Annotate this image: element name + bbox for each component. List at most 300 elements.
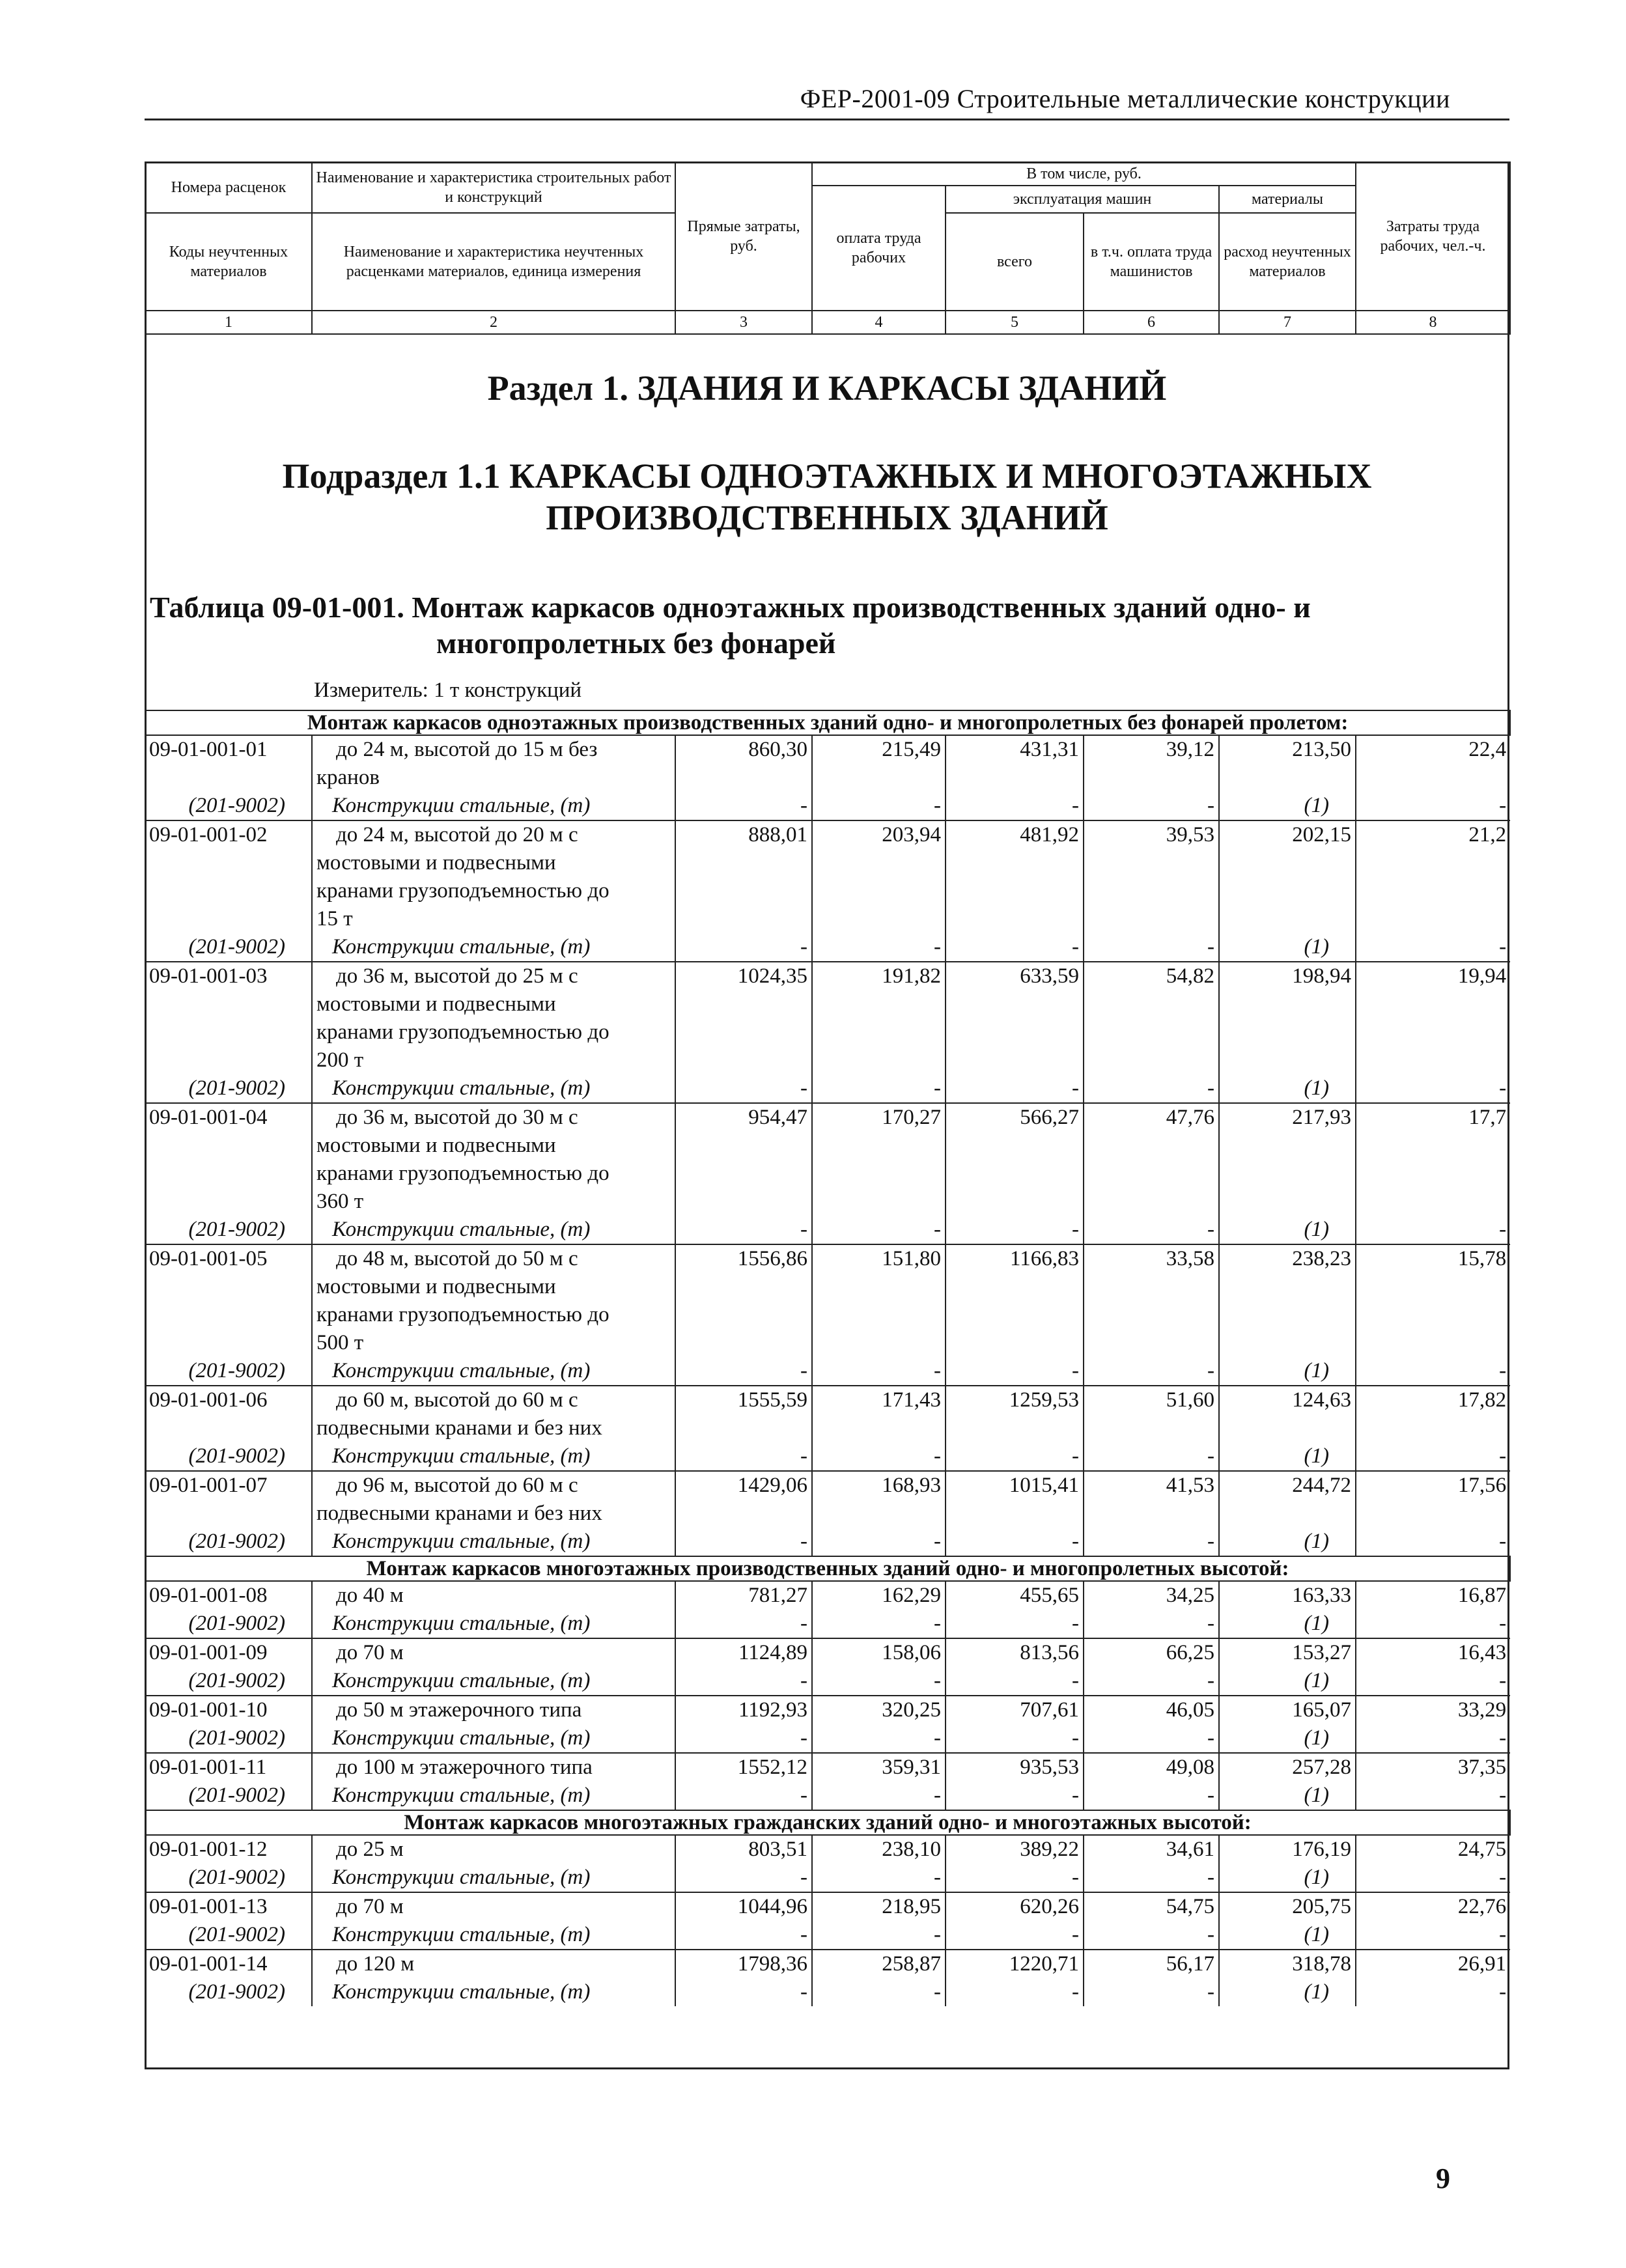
dash: - bbox=[946, 1921, 1084, 1950]
rate-row bbox=[145, 735, 1510, 792]
value-v5: 620,26 bbox=[946, 1892, 1084, 1921]
dash: - bbox=[1356, 1978, 1510, 2006]
value-v3: 1044,96 bbox=[675, 1892, 812, 1921]
value-v5: 455,65 bbox=[946, 1581, 1084, 1610]
value-v4: 258,87 bbox=[812, 1950, 946, 1978]
value-v7: 153,27 bbox=[1219, 1638, 1356, 1667]
value-v7: 257,28 bbox=[1219, 1753, 1356, 1782]
value-v3: 1555,59 bbox=[675, 1386, 812, 1442]
material-name: Конструкции стальные, (т) bbox=[312, 1442, 675, 1471]
rate-code: 09-01-001-05 bbox=[145, 1244, 312, 1357]
material-name: Конструкции стальные, (т) bbox=[312, 1610, 675, 1638]
value-v7: 213,50 bbox=[1219, 735, 1356, 792]
rate-description-line: 500 т bbox=[316, 1331, 364, 1354]
dash: - bbox=[812, 1667, 946, 1696]
table-title bbox=[150, 589, 1504, 661]
dash: - bbox=[812, 1216, 946, 1244]
dash: - bbox=[946, 1442, 1084, 1471]
value-v6: 54,82 bbox=[1084, 962, 1219, 1074]
material-qty: (1) bbox=[1219, 1357, 1356, 1386]
value-v5: 935,53 bbox=[946, 1753, 1084, 1782]
rate-description-line: кранами грузоподъемностью до bbox=[316, 1162, 610, 1185]
value-v3: 954,47 bbox=[675, 1103, 812, 1216]
col-num: 1 bbox=[145, 311, 312, 334]
material-qty: (1) bbox=[1219, 1921, 1356, 1950]
rate-code: 09-01-001-07 bbox=[145, 1471, 312, 1528]
value-v4: 171,43 bbox=[812, 1386, 946, 1442]
rate-code: 09-01-001-08 bbox=[145, 1581, 312, 1610]
resource-row bbox=[145, 1724, 1510, 1753]
value-v3: 1124,89 bbox=[675, 1638, 812, 1667]
material-code: (201-9002) bbox=[188, 1923, 285, 1946]
rate-code: 09-01-001-02 bbox=[145, 820, 312, 933]
value-v6: 33,58 bbox=[1084, 1244, 1219, 1357]
rate-code: 09-01-001-14 bbox=[145, 1950, 312, 1978]
value-v8: 17,56 bbox=[1356, 1471, 1510, 1528]
value-v6: 49,08 bbox=[1084, 1753, 1219, 1782]
resource-row bbox=[145, 1978, 1510, 2006]
value-v5: 633,59 bbox=[946, 962, 1084, 1074]
dash: - bbox=[812, 1528, 946, 1556]
rate-description bbox=[312, 820, 675, 933]
dash: - bbox=[1356, 1528, 1510, 1556]
value-v7: 217,93 bbox=[1219, 1103, 1356, 1216]
dash: - bbox=[675, 1864, 812, 1892]
running-header: ФЕР-2001-09 Строительные металлические конструкции bbox=[800, 84, 1450, 113]
table-title-line2: многопролетных без фонарей bbox=[436, 626, 836, 660]
value-v3: 1556,86 bbox=[675, 1244, 812, 1357]
dash: - bbox=[1356, 1782, 1510, 1810]
rate-description-line: до 36 м, высотой до 25 м с bbox=[336, 964, 578, 988]
value-v5: 566,27 bbox=[946, 1103, 1084, 1216]
value-v4: 320,25 bbox=[812, 1696, 946, 1724]
dash: - bbox=[946, 1610, 1084, 1638]
material-code: (201-9002) bbox=[188, 1726, 285, 1750]
rate-description-line: до 100 м этажерочного типа bbox=[336, 1756, 593, 1779]
group-header-row bbox=[145, 1556, 1510, 1581]
value-v5: 707,61 bbox=[946, 1696, 1084, 1724]
value-v8: 33,29 bbox=[1356, 1696, 1510, 1724]
resource-row bbox=[145, 1610, 1510, 1638]
material-qty: (1) bbox=[1219, 933, 1356, 962]
group-title: Монтаж каркасов одноэтажных производственных зданий одно- и многопролетных без фонарей пролетом: bbox=[145, 710, 1510, 735]
dash: - bbox=[812, 1978, 946, 2006]
value-v5: 1166,83 bbox=[946, 1244, 1084, 1357]
value-v4: 359,31 bbox=[812, 1753, 946, 1782]
value-v8: 16,43 bbox=[1356, 1638, 1510, 1667]
value-v8: 26,91 bbox=[1356, 1950, 1510, 1978]
dash: - bbox=[675, 1357, 812, 1386]
dash: - bbox=[946, 1724, 1084, 1753]
rate-description-line: 200 т bbox=[316, 1048, 364, 1072]
material-code: (201-9002) bbox=[188, 1612, 285, 1635]
value-v7: 318,78 bbox=[1219, 1950, 1356, 1978]
dash: - bbox=[812, 1782, 946, 1810]
rate-description-line: мостовыми и подвесными bbox=[316, 1275, 556, 1298]
dash: - bbox=[946, 933, 1084, 962]
dash: - bbox=[675, 933, 812, 962]
rate-description-line: 15 т bbox=[316, 907, 353, 931]
rate-description-line: до 25 м bbox=[336, 1838, 404, 1861]
hdr-machines-total: всего bbox=[946, 213, 1084, 311]
hdr-machinist-pay: в т.ч. оплата труда машинистов bbox=[1084, 213, 1219, 311]
rate-code: 09-01-001-03 bbox=[145, 962, 312, 1074]
dash: - bbox=[812, 1074, 946, 1103]
rate-description bbox=[312, 1103, 675, 1216]
rate-description-line: подвесными кранами и без них bbox=[316, 1416, 602, 1440]
col-num: 7 bbox=[1219, 311, 1356, 334]
value-v4: 191,82 bbox=[812, 962, 946, 1074]
hdr-work-name: Наименование и характеристика строительных работ и конструкций bbox=[312, 162, 675, 213]
value-v3: 781,27 bbox=[675, 1581, 812, 1610]
value-v3: 1552,12 bbox=[675, 1753, 812, 1782]
rate-description bbox=[312, 1753, 675, 1782]
value-v6: 46,05 bbox=[1084, 1696, 1219, 1724]
value-v6: 41,53 bbox=[1084, 1471, 1219, 1528]
rate-row bbox=[145, 1753, 1510, 1782]
dash: - bbox=[812, 1864, 946, 1892]
dash: - bbox=[812, 1921, 946, 1950]
resource-row bbox=[145, 1216, 1510, 1244]
page-number: 9 bbox=[1436, 2163, 1450, 2194]
rate-description-line: до 24 м, высотой до 20 м с bbox=[336, 823, 578, 847]
value-v6: 34,61 bbox=[1084, 1835, 1219, 1864]
value-v6: 56,17 bbox=[1084, 1950, 1219, 1978]
dash: - bbox=[1084, 1921, 1219, 1950]
value-v7: 244,72 bbox=[1219, 1471, 1356, 1528]
dash: - bbox=[946, 1216, 1084, 1244]
value-v7: 176,19 bbox=[1219, 1835, 1356, 1864]
hdr-material-name: Наименование и характеристика неучтенных расценками материалов, единица измерения bbox=[312, 213, 675, 311]
dash: - bbox=[946, 1864, 1084, 1892]
rate-description bbox=[312, 1696, 675, 1724]
value-v5: 389,22 bbox=[946, 1835, 1084, 1864]
value-v7: 165,07 bbox=[1219, 1696, 1356, 1724]
value-v8: 37,35 bbox=[1356, 1753, 1510, 1782]
value-v5: 481,92 bbox=[946, 820, 1084, 933]
dash: - bbox=[946, 1978, 1084, 2006]
dash: - bbox=[946, 1528, 1084, 1556]
group-title: Монтаж каркасов многоэтажных производственных зданий одно- и многопролетных высотой: bbox=[145, 1556, 1510, 1581]
material-name: Конструкции стальные, (т) bbox=[312, 1724, 675, 1753]
value-v8: 24,75 bbox=[1356, 1835, 1510, 1864]
col-num: 8 bbox=[1356, 311, 1510, 334]
rate-description-line: до 120 м bbox=[336, 1952, 415, 1976]
material-qty: (1) bbox=[1219, 1667, 1356, 1696]
rate-code: 09-01-001-13 bbox=[145, 1892, 312, 1921]
subsection-title-line1: Подраздел 1.1 КАРКАСЫ ОДНОЭТАЖНЫХ И МНОГОЭТАЖНЫХ bbox=[282, 456, 1372, 496]
dash: - bbox=[675, 1782, 812, 1810]
dash: - bbox=[1084, 792, 1219, 820]
material-name: Конструкции стальные, (т) bbox=[312, 1782, 675, 1810]
value-v5: 1220,71 bbox=[946, 1950, 1084, 1978]
value-v3: 1798,36 bbox=[675, 1950, 812, 1978]
value-v4: 218,95 bbox=[812, 1892, 946, 1921]
material-code: (201-9002) bbox=[188, 1784, 285, 1807]
table-title-line1: Таблица 09-01-001. Монтаж каркасов одноэтажных производственных зданий одно- и bbox=[150, 591, 1311, 624]
value-v5: 1259,53 bbox=[946, 1386, 1084, 1442]
dash: - bbox=[1356, 1442, 1510, 1471]
rate-code: 09-01-001-06 bbox=[145, 1386, 312, 1442]
rate-description bbox=[312, 962, 675, 1074]
dash: - bbox=[675, 1216, 812, 1244]
rate-description-line: до 60 м, высотой до 60 м с bbox=[336, 1388, 578, 1412]
rate-row bbox=[145, 962, 1510, 1074]
dash: - bbox=[675, 1978, 812, 2006]
value-v4: 168,93 bbox=[812, 1471, 946, 1528]
dash: - bbox=[1084, 1528, 1219, 1556]
dash: - bbox=[675, 1528, 812, 1556]
rate-row bbox=[145, 1638, 1510, 1667]
value-v8: 15,78 bbox=[1356, 1244, 1510, 1357]
rate-description-line: подвесными кранами и без них bbox=[316, 1502, 602, 1525]
value-v6: 39,53 bbox=[1084, 820, 1219, 933]
hdr-including: В том числе, руб. bbox=[812, 162, 1356, 186]
value-v6: 66,25 bbox=[1084, 1638, 1219, 1667]
value-v7: 163,33 bbox=[1219, 1581, 1356, 1610]
rate-description bbox=[312, 1244, 675, 1357]
group-title: Монтаж каркасов многоэтажных гражданских зданий одно- и многоэтажных высотой: bbox=[145, 1810, 1510, 1835]
dash: - bbox=[1084, 1216, 1219, 1244]
rate-description bbox=[312, 1471, 675, 1528]
dash: - bbox=[675, 1074, 812, 1103]
value-v3: 1024,35 bbox=[675, 962, 812, 1074]
material-name: Конструкции стальные, (т) bbox=[312, 933, 675, 962]
value-v7: 198,94 bbox=[1219, 962, 1356, 1074]
rate-description-line: до 70 м bbox=[336, 1641, 404, 1664]
dash: - bbox=[1084, 1724, 1219, 1753]
dash: - bbox=[1356, 1921, 1510, 1950]
value-v7: 202,15 bbox=[1219, 820, 1356, 933]
resource-row bbox=[145, 1921, 1510, 1950]
material-code: (201-9002) bbox=[188, 1444, 285, 1468]
subsection-title bbox=[195, 456, 1459, 539]
dash: - bbox=[675, 1610, 812, 1638]
column-header-table bbox=[145, 161, 1511, 335]
resource-row bbox=[145, 1782, 1510, 1810]
header-rule bbox=[145, 119, 1509, 120]
dash: - bbox=[1356, 1216, 1510, 1244]
value-v8: 17,7 bbox=[1356, 1103, 1510, 1216]
value-v4: 203,94 bbox=[812, 820, 946, 933]
dash: - bbox=[812, 1357, 946, 1386]
rate-description-line: кранами грузоподъемностью до bbox=[316, 1020, 610, 1044]
value-v7: 124,63 bbox=[1219, 1386, 1356, 1442]
value-v8: 17,82 bbox=[1356, 1386, 1510, 1442]
value-v6: 39,12 bbox=[1084, 735, 1219, 792]
resource-row bbox=[145, 1442, 1510, 1471]
rate-description-line: 360 т bbox=[316, 1190, 364, 1213]
value-v8: 19,94 bbox=[1356, 962, 1510, 1074]
dash: - bbox=[946, 1782, 1084, 1810]
group-header-row bbox=[145, 1810, 1510, 1835]
dash: - bbox=[1084, 1610, 1219, 1638]
value-v3: 1192,93 bbox=[675, 1696, 812, 1724]
value-v3: 1429,06 bbox=[675, 1471, 812, 1528]
dash: - bbox=[1084, 1357, 1219, 1386]
dash: - bbox=[1356, 1724, 1510, 1753]
material-name: Конструкции стальные, (т) bbox=[312, 1074, 675, 1103]
material-name: Конструкции стальные, (т) bbox=[312, 1864, 675, 1892]
rate-description-line: до 36 м, высотой до 30 м с bbox=[336, 1106, 578, 1129]
dash: - bbox=[812, 1442, 946, 1471]
value-v8: 16,87 bbox=[1356, 1581, 1510, 1610]
rate-row bbox=[145, 1892, 1510, 1921]
dash: - bbox=[1356, 1074, 1510, 1103]
material-name: Конструкции стальные, (т) bbox=[312, 1216, 675, 1244]
material-qty: (1) bbox=[1219, 1978, 1356, 2006]
rate-description-line: до 96 м, высотой до 60 м с bbox=[336, 1474, 578, 1497]
rate-description-line: до 48 м, высотой до 50 м с bbox=[336, 1247, 578, 1270]
rate-description bbox=[312, 1581, 675, 1610]
material-qty: (1) bbox=[1219, 1074, 1356, 1103]
resource-row bbox=[145, 1528, 1510, 1556]
dash: - bbox=[946, 1074, 1084, 1103]
value-v6: 51,60 bbox=[1084, 1386, 1219, 1442]
rate-description-line: до 50 м этажерочного типа bbox=[336, 1698, 582, 1722]
rate-description-line: до 24 м, высотой до 15 м без bbox=[336, 738, 598, 761]
dash: - bbox=[1084, 933, 1219, 962]
material-name: Конструкции стальные, (т) bbox=[312, 1978, 675, 2006]
value-v4: 170,27 bbox=[812, 1103, 946, 1216]
dash: - bbox=[1084, 1864, 1219, 1892]
value-v6: 34,25 bbox=[1084, 1581, 1219, 1610]
value-v7: 205,75 bbox=[1219, 1892, 1356, 1921]
material-code: (201-9002) bbox=[188, 1980, 285, 2004]
resource-row bbox=[145, 1357, 1510, 1386]
dash: - bbox=[675, 1442, 812, 1471]
section-title: Раздел 1. ЗДАНИЯ И КАРКАСЫ ЗДАНИЙ bbox=[487, 369, 1167, 408]
dash: - bbox=[1084, 1782, 1219, 1810]
hdr-materials: материалы bbox=[1219, 186, 1356, 213]
value-v3: 860,30 bbox=[675, 735, 812, 792]
resource-row bbox=[145, 792, 1510, 820]
dash: - bbox=[812, 1724, 946, 1753]
dash: - bbox=[812, 933, 946, 962]
value-v8: 21,2 bbox=[1356, 820, 1510, 933]
hdr-material-consumption: расход неучтенных материалов bbox=[1219, 213, 1356, 311]
value-v4: 162,29 bbox=[812, 1581, 946, 1610]
rate-code: 09-01-001-12 bbox=[145, 1835, 312, 1864]
value-v7: 238,23 bbox=[1219, 1244, 1356, 1357]
material-name: Конструкции стальные, (т) bbox=[312, 1357, 675, 1386]
dash: - bbox=[946, 1357, 1084, 1386]
material-code: (201-9002) bbox=[188, 1669, 285, 1692]
value-v5: 431,31 bbox=[946, 735, 1084, 792]
rate-description bbox=[312, 1892, 675, 1921]
rate-description bbox=[312, 1386, 675, 1442]
value-v8: 22,4 bbox=[1356, 735, 1510, 792]
material-qty: (1) bbox=[1219, 1610, 1356, 1638]
material-code: (201-9002) bbox=[188, 1359, 285, 1382]
rate-row bbox=[145, 1835, 1510, 1864]
rate-row bbox=[145, 1103, 1510, 1216]
col-num: 3 bbox=[675, 311, 812, 334]
hdr-worker-pay: оплата труда рабочих bbox=[812, 186, 946, 311]
measure-unit: Измеритель: 1 т конструкций bbox=[314, 679, 582, 702]
dash: - bbox=[1084, 1074, 1219, 1103]
rate-row bbox=[145, 1471, 1510, 1528]
value-v5: 813,56 bbox=[946, 1638, 1084, 1667]
hdr-machines: эксплуатация машин bbox=[946, 186, 1219, 213]
rate-row bbox=[145, 1581, 1510, 1610]
col-num: 2 bbox=[312, 311, 675, 334]
material-name: Конструкции стальные, (т) bbox=[312, 1667, 675, 1696]
resource-row bbox=[145, 1864, 1510, 1892]
rate-row bbox=[145, 1386, 1510, 1442]
value-v4: 215,49 bbox=[812, 735, 946, 792]
dash: - bbox=[675, 792, 812, 820]
dash: - bbox=[1084, 1978, 1219, 2006]
hdr-labor-hours: Затраты труда рабочих, чел.-ч. bbox=[1356, 162, 1510, 311]
material-qty: (1) bbox=[1219, 1782, 1356, 1810]
dash: - bbox=[946, 1667, 1084, 1696]
hdr-direct-costs: Прямые затраты, руб. bbox=[675, 162, 812, 311]
value-v6: 47,76 bbox=[1084, 1103, 1219, 1216]
rate-description-line: кранами грузоподъемностью до bbox=[316, 879, 610, 903]
rate-description-line: мостовыми и подвесными bbox=[316, 992, 556, 1016]
dash: - bbox=[812, 792, 946, 820]
hdr-material-codes: Коды неучтенных материалов bbox=[145, 213, 312, 311]
resource-row bbox=[145, 1074, 1510, 1103]
dash: - bbox=[1084, 1667, 1219, 1696]
rates-table bbox=[145, 710, 1511, 2006]
dash: - bbox=[812, 1610, 946, 1638]
rate-row bbox=[145, 1696, 1510, 1724]
material-code: (201-9002) bbox=[188, 1218, 285, 1241]
dash: - bbox=[1356, 1667, 1510, 1696]
material-name: Конструкции стальные, (т) bbox=[312, 792, 675, 820]
col-num: 6 bbox=[1084, 311, 1219, 334]
dash: - bbox=[1356, 792, 1510, 820]
rate-row bbox=[145, 1244, 1510, 1357]
dash: - bbox=[946, 792, 1084, 820]
rate-description bbox=[312, 1638, 675, 1667]
rate-code: 09-01-001-04 bbox=[145, 1103, 312, 1216]
value-v6: 54,75 bbox=[1084, 1892, 1219, 1921]
dash: - bbox=[1356, 1864, 1510, 1892]
material-code: (201-9002) bbox=[188, 1076, 285, 1100]
rate-description-line: мостовыми и подвесными bbox=[316, 851, 556, 875]
rate-description-line: кранами грузоподъемностью до bbox=[316, 1303, 610, 1326]
dash: - bbox=[1356, 1357, 1510, 1386]
rate-row bbox=[145, 820, 1510, 933]
value-v4: 151,80 bbox=[812, 1244, 946, 1357]
dash: - bbox=[1084, 1442, 1219, 1471]
hdr-rate-number: Номера расценок bbox=[145, 162, 312, 213]
rate-code: 09-01-001-01 bbox=[145, 735, 312, 792]
rate-description bbox=[312, 1835, 675, 1864]
value-v3: 803,51 bbox=[675, 1835, 812, 1864]
subsection-title-line2: ПРОИЗВОДСТВЕННЫХ ЗДАНИЙ bbox=[546, 497, 1108, 537]
material-code: (201-9002) bbox=[188, 935, 285, 959]
value-v5: 1015,41 bbox=[946, 1471, 1084, 1528]
material-code: (201-9002) bbox=[188, 1866, 285, 1889]
rate-code: 09-01-001-10 bbox=[145, 1696, 312, 1724]
dash: - bbox=[675, 1921, 812, 1950]
material-code: (201-9002) bbox=[188, 1530, 285, 1553]
group-header-row bbox=[145, 710, 1510, 735]
rate-code: 09-01-001-09 bbox=[145, 1638, 312, 1667]
resource-row bbox=[145, 1667, 1510, 1696]
rate-row bbox=[145, 1950, 1510, 1978]
material-qty: (1) bbox=[1219, 1864, 1356, 1892]
dash: - bbox=[1356, 933, 1510, 962]
material-code: (201-9002) bbox=[188, 794, 285, 817]
material-name: Конструкции стальные, (т) bbox=[312, 1921, 675, 1950]
value-v3: 888,01 bbox=[675, 820, 812, 933]
rate-code: 09-01-001-11 bbox=[145, 1753, 312, 1782]
